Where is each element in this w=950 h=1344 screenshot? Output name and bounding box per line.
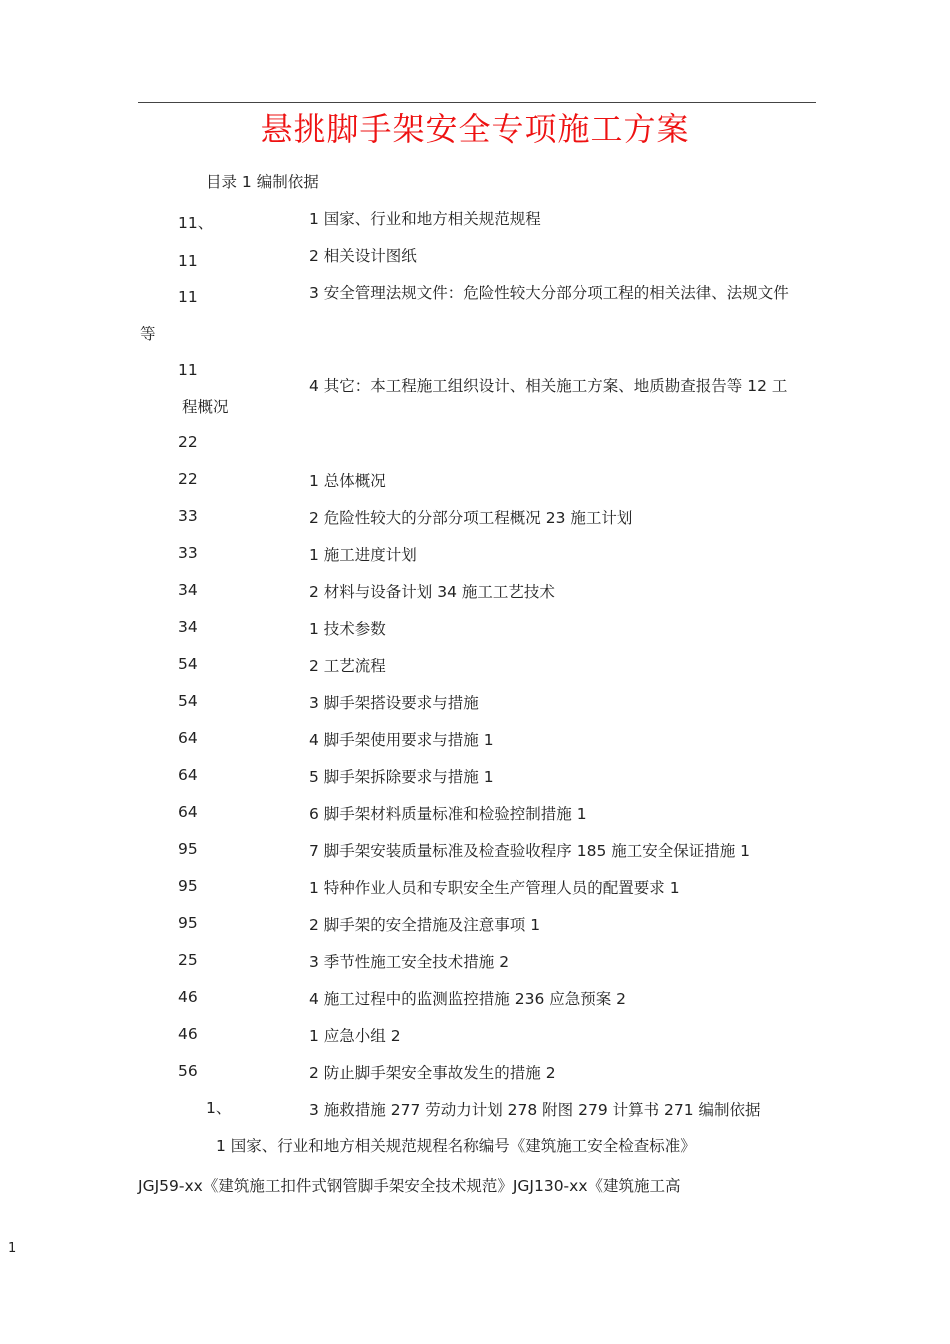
stray-text-deng: 等 xyxy=(140,325,156,343)
toc-heading: 目录 1 编制依据 xyxy=(206,173,319,191)
toc-row-4-page: 22 xyxy=(178,433,198,451)
toc-row-9-text: 1 技术参数 xyxy=(309,620,386,638)
toc-row-21-text: 2 防止脚手架安全事故发生的措施 2 xyxy=(309,1064,556,1082)
body-line-1: 1 国家、行业和地方相关规范规程名称编号《建筑施工安全检查标准》 xyxy=(216,1137,696,1155)
toc-row-21-page: 56 xyxy=(178,1062,198,1080)
toc-row-6-page: 33 xyxy=(178,507,198,525)
toc-row-3-page: 11 xyxy=(178,361,198,379)
toc-row-5-page: 22 xyxy=(178,470,198,488)
toc-row-11-text: 3 脚手架搭设要求与措施 xyxy=(309,694,479,712)
toc-row-16-page: 95 xyxy=(178,877,198,895)
document-title: 悬挑脚手架安全专项施工方案 xyxy=(260,110,690,148)
toc-row-13-text: 5 脚手架拆除要求与措施 1 xyxy=(309,768,494,786)
toc-row-16-text: 1 特种作业人员和专职安全生产管理人员的配置要求 1 xyxy=(309,879,680,897)
toc-row-0-page: 11、 xyxy=(178,214,214,232)
toc-row-14-text: 6 脚手架材料质量标准和检验控制措施 1 xyxy=(309,805,587,823)
toc-row-1-text: 2 相关设计图纸 xyxy=(309,247,417,265)
toc-row-22-page: 1、 xyxy=(206,1099,232,1117)
toc-row-13-page: 64 xyxy=(178,766,198,784)
toc-row-0-text: 1 国家、行业和地方相关规范规程 xyxy=(309,210,541,228)
toc-row-10-text: 2 工艺流程 xyxy=(309,657,386,675)
toc-row-4-text: 4 其它：本工程施工组织设计、相关施工方案、地质勘查报告等 12 工 xyxy=(309,377,788,395)
page-number: 1 xyxy=(8,1241,17,1256)
toc-row-5-text: 1 总体概况 xyxy=(309,472,386,490)
toc-row-12-text: 4 脚手架使用要求与措施 1 xyxy=(309,731,494,749)
toc-row-2-page: 11 xyxy=(178,288,198,306)
toc-row-15-text: 7 脚手架安装质量标准及检查验收程序 185 施工安全保证措施 1 xyxy=(309,842,751,860)
toc-row-18-text: 3 季节性施工安全技术措施 2 xyxy=(309,953,510,971)
toc-row-17-text: 2 脚手架的安全措施及注意事项 1 xyxy=(309,916,541,934)
toc-row-2-text: 3 安全管理法规文件：危险性较大分部分项工程的相关法律、法规文件 xyxy=(309,284,789,302)
toc-row-10-page: 54 xyxy=(178,655,198,673)
toc-row-8-page: 34 xyxy=(178,581,198,599)
toc-row-17-page: 95 xyxy=(178,914,198,932)
header-rule xyxy=(138,102,816,103)
toc-row-14-page: 64 xyxy=(178,803,198,821)
toc-row-22-text: 3 施救措施 277 劳动力计划 278 附图 279 计算书 271 编制依据 xyxy=(309,1101,761,1119)
toc-row-1-page: 11 xyxy=(178,252,198,270)
toc-row-9-page: 34 xyxy=(178,618,198,636)
toc-row-6-text: 2 危险性较大的分部分项工程概况 23 施工计划 xyxy=(309,509,633,527)
toc-row-20-page: 46 xyxy=(178,1025,198,1043)
body-line-2: JGJ59-xx《建筑施工扣件式钢管脚手架安全技术规范》JGJ130-xx《建筑施工高 xyxy=(138,1177,681,1195)
toc-row-12-page: 64 xyxy=(178,729,198,747)
toc-row-19-page: 46 xyxy=(178,988,198,1006)
toc-row-11-page: 54 xyxy=(178,692,198,710)
toc-row-7-text: 1 施工进度计划 xyxy=(309,546,417,564)
toc-row-19-text: 4 施工过程中的监测监控措施 236 应急预案 2 xyxy=(309,990,627,1008)
toc-row-8-text: 2 材料与设备计划 34 施工工艺技术 xyxy=(309,583,555,601)
toc-row-20-text: 1 应急小组 2 xyxy=(309,1027,401,1045)
toc-row-7-page: 33 xyxy=(178,544,198,562)
stray-text-chengkuang: 程概况 xyxy=(182,398,229,416)
toc-row-18-page: 25 xyxy=(178,951,198,969)
toc-row-15-page: 95 xyxy=(178,840,198,858)
